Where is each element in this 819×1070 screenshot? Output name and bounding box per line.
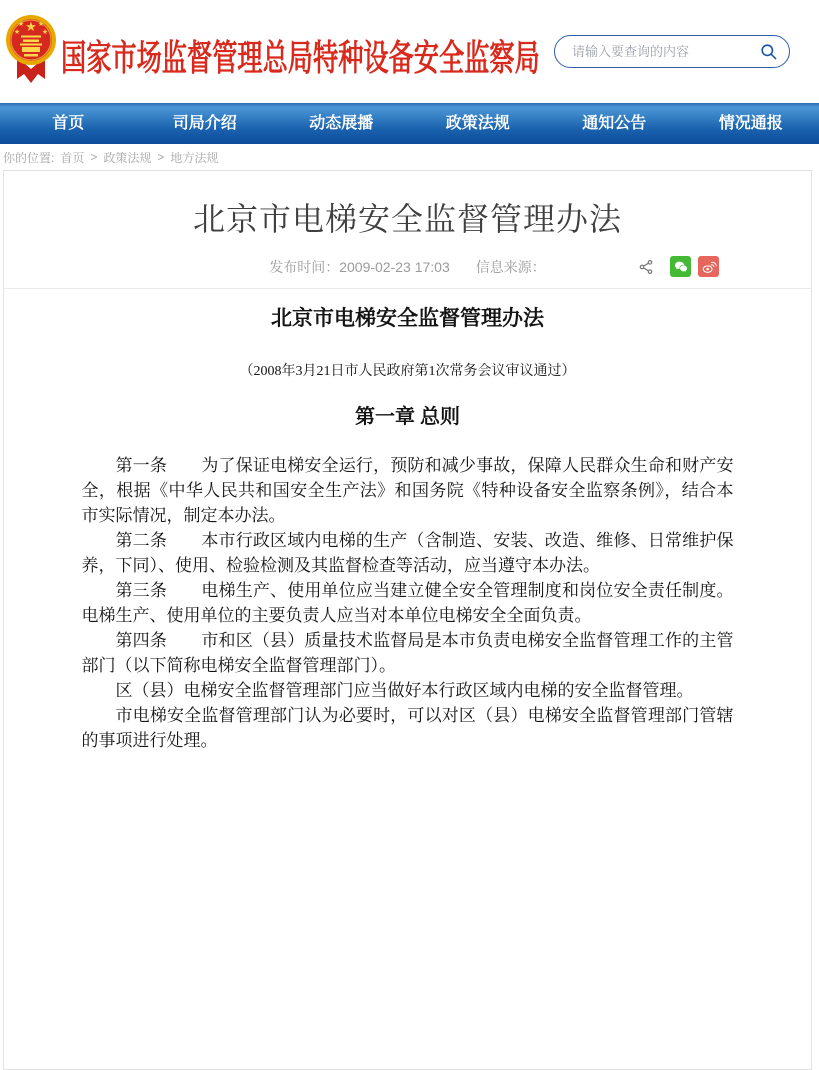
article-meta [4, 255, 811, 279]
nav-item-news[interactable]: 动态展播 [273, 103, 410, 144]
publish-time-label: 发布时间： [269, 259, 339, 275]
content-panel [3, 170, 812, 1070]
national-emblem-logo[interactable] [4, 7, 58, 93]
publish-time-value: 2009-02-23 17:03 [339, 259, 450, 275]
main-nav [0, 103, 819, 144]
breadcrumb-separator: > [157, 150, 164, 164]
breadcrumb-link-policies[interactable]: 政策法规 [103, 149, 151, 166]
nav-item-notices[interactable]: 通知公告 [546, 103, 683, 144]
article-title: 北京市电梯安全监督管理办法 [4, 171, 811, 237]
wechat-share-button[interactable] [670, 256, 691, 277]
svg-text:★: ★ [14, 28, 20, 36]
weibo-share-button[interactable] [698, 256, 719, 277]
breadcrumb-link-local-regulations[interactable]: 地方法规 [170, 149, 218, 166]
site-title[interactable]: 国家市场监督管理总局特种设备安全监察局 [61, 30, 540, 81]
source-label: 信息来源： [476, 259, 546, 275]
divider [4, 288, 811, 289]
nav-item-bureau-intro[interactable]: 司局介绍 [137, 103, 274, 144]
breadcrumb-link-home[interactable]: 首页 [60, 149, 84, 166]
doc-note: （2008年3月21日市人民政府第1次常务会议审议通过） [82, 363, 734, 381]
article-paragraph: 第一条 为了保证电梯安全运行，预防和减少事故，保障人民群众生命和财产安全，根据《中华人民共和国安全生产法》和国务院《特种设备安全监察条例》，结合本市实际情况，制定本办法。 [82, 453, 734, 528]
article-paragraph: 市电梯安全监督管理部门认为必要时，可以对区（县）电梯安全监督管理部门管辖的事项进行处理。 [82, 703, 734, 753]
nav-item-policies[interactable]: 政策法规 [410, 103, 547, 144]
nav-item-home[interactable]: 首页 [0, 103, 137, 144]
site-header [0, 0, 819, 103]
svg-text:★: ★ [42, 28, 48, 36]
svg-text:★: ★ [18, 20, 24, 28]
article-paragraph: 区（县）电梯安全监督管理部门应当做好本行政区域内电梯的安全监督管理。 [82, 678, 734, 703]
search-button[interactable] [757, 41, 779, 63]
magnifier-icon [759, 42, 778, 61]
doc-title: 北京市电梯安全监督管理办法 [82, 305, 734, 331]
national-emblem-icon [4, 7, 58, 93]
svg-text:★: ★ [38, 20, 44, 28]
share-toolbar [638, 256, 719, 277]
search-box [554, 35, 790, 68]
document-body [82, 305, 734, 753]
article-paragraph: 第二条 本市行政区域内电梯的生产（含制造、安装、改造、维修、日常维护保养，下同）、使用、检验检测及其监督检查等活动，应当遵守本办法。 [82, 528, 734, 578]
weibo-icon [701, 259, 717, 275]
breadcrumb-label: 你的位置: [3, 149, 54, 166]
share-nodes-icon[interactable] [638, 259, 654, 275]
article-paragraph: 第三条 电梯生产、使用单位应当建立健全安全管理制度和岗位安全责任制度。电梯生产、使用单位的主要负责人应当对本单位电梯安全全面负责。 [82, 578, 734, 628]
svg-text:★: ★ [25, 19, 37, 34]
chapter-title: 第一章 总则 [82, 405, 734, 429]
search-input[interactable] [570, 43, 757, 60]
nav-item-reports[interactable]: 情况通报 [683, 103, 819, 144]
breadcrumb-separator: > [90, 150, 97, 164]
breadcrumb [0, 144, 819, 170]
article-text [82, 453, 734, 753]
article-paragraph: 第四条 市和区（县）质量技术监督局是本市负责电梯安全监督管理工作的主管部门（以下简称电梯安全监督管理部门）。 [82, 628, 734, 678]
wechat-icon [673, 259, 689, 275]
